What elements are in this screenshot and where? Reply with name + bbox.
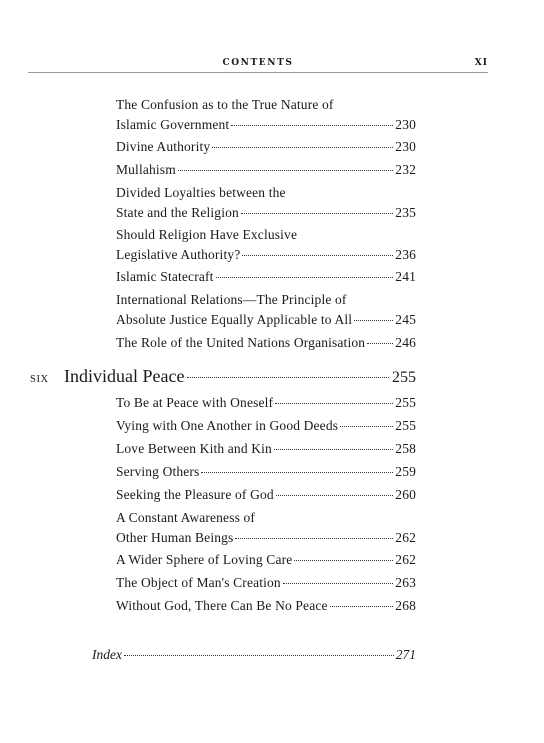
entry-title-line: A Constant Awareness of (116, 510, 256, 525)
entry-page: 255 (395, 395, 416, 410)
entry-final-line (116, 160, 416, 180)
entry-title-line: International Relations—The Principle of (116, 292, 347, 307)
entry-final-line (116, 416, 416, 436)
toc-entry[interactable] (116, 333, 416, 353)
entry-title: The Object of Man's Creation (116, 575, 281, 590)
dot-leader (178, 170, 393, 171)
dot-leader (187, 377, 389, 378)
entry-title: Mullahism (116, 162, 176, 177)
toc-entry[interactable] (116, 485, 416, 505)
dot-leader (274, 449, 393, 450)
entry-page: 255 (395, 418, 416, 433)
toc-entry[interactable] (116, 393, 416, 413)
toc-entry[interactable] (116, 550, 416, 570)
running-header (28, 52, 488, 73)
entry-page: 230 (395, 117, 416, 132)
entry-title: Serving Others (116, 464, 200, 479)
entry-final-line (116, 137, 416, 157)
entry-title-line: Divided Loyalties between the (116, 185, 286, 200)
toc-entry[interactable] (116, 416, 416, 436)
entry-title-line: The Confusion as to the True Nature of (116, 97, 334, 112)
toc-entry[interactable] (116, 508, 416, 548)
entry-final-line (116, 333, 416, 353)
entry-final-line (116, 267, 416, 287)
toc-entry[interactable] (116, 596, 416, 616)
entry-final-line (116, 115, 416, 135)
entry-final-line (116, 573, 416, 593)
dot-leader (367, 343, 393, 344)
entry-page: 259 (395, 464, 416, 479)
index-page: 271 (395, 647, 416, 662)
toc-entry[interactable] (116, 267, 416, 287)
entry-page: 260 (395, 487, 416, 502)
entry-page: 235 (395, 205, 416, 220)
entry-page: 262 (395, 552, 416, 567)
dot-leader (124, 655, 394, 656)
toc-entry[interactable] (116, 290, 416, 330)
dot-leader (276, 495, 394, 496)
toc-entry[interactable] (116, 183, 416, 223)
dot-leader (235, 538, 393, 539)
toc-entry[interactable] (116, 439, 416, 459)
index-title: Index (92, 647, 122, 662)
entry-final-line (116, 393, 416, 413)
chapter-page: 255 (392, 369, 416, 386)
entry-title: Divine Authority (116, 139, 211, 154)
chapter-heading[interactable] (30, 366, 416, 387)
entry-title: A Wider Sphere of Loving Care (116, 552, 293, 567)
dot-leader (242, 255, 393, 256)
dot-leader (354, 320, 393, 321)
entry-title: To Be at Peace with Oneself (116, 395, 274, 410)
entry-title: Seeking the Pleasure of God (116, 487, 274, 502)
chapter-title: Individual Peace (64, 366, 185, 386)
entry-title: Islamic Statecraft (116, 269, 214, 284)
dot-leader (212, 147, 393, 148)
entry-page: 245 (395, 312, 416, 327)
entry-title: Legislative Authority? (116, 247, 241, 262)
dot-leader (201, 472, 393, 473)
toc-entry[interactable] (116, 160, 416, 180)
dot-leader (330, 606, 394, 607)
dot-leader (241, 213, 393, 214)
entry-final-line (116, 203, 416, 223)
entry-page: 236 (395, 247, 416, 262)
toc-entry[interactable] (116, 95, 416, 135)
entry-final-line (116, 310, 416, 330)
entry-page: 263 (395, 575, 416, 590)
toc-entry[interactable] (116, 225, 416, 265)
entry-title: Other Human Beings (116, 530, 234, 545)
toc-entry[interactable] (116, 573, 416, 593)
dot-leader (340, 426, 393, 427)
entry-final-line (116, 596, 416, 616)
index-entry[interactable] (92, 647, 416, 663)
running-title: CONTENTS (222, 58, 294, 68)
entry-title-line: Should Religion Have Exclusive (116, 227, 298, 242)
entry-final-line (116, 485, 416, 505)
dot-leader (294, 560, 393, 561)
entry-title: State and the Religion (116, 205, 239, 220)
page-number: XI (474, 58, 488, 68)
entry-page: 268 (395, 598, 416, 613)
entry-title: Absolute Justice Equally Applicable to All (116, 312, 353, 327)
entry-final-line (116, 245, 416, 265)
dot-leader (283, 583, 393, 584)
entry-page: 246 (395, 335, 416, 350)
entry-title: Islamic Government (116, 117, 230, 132)
dot-leader (275, 403, 393, 404)
entry-title: The Role of the United Nations Organisation (116, 335, 366, 350)
entry-page: 241 (395, 269, 416, 284)
entry-title: Love Between Kith and Kin (116, 441, 272, 456)
entry-title: Vying with One Another in Good Deeds (116, 418, 339, 433)
entry-final-line (116, 462, 416, 482)
entry-final-line (116, 528, 416, 548)
entry-final-line (116, 550, 416, 570)
toc-entry[interactable] (116, 462, 416, 482)
toc-entry[interactable] (116, 137, 416, 157)
entry-final-line (116, 439, 416, 459)
entry-page: 232 (395, 162, 416, 177)
chapter-number: SIX (30, 374, 49, 385)
entry-page: 262 (395, 530, 416, 545)
entry-title: Without God, There Can Be No Peace (116, 598, 328, 613)
dot-leader (231, 125, 393, 126)
dot-leader (216, 277, 394, 278)
entry-page: 230 (395, 139, 416, 154)
entry-page: 258 (395, 441, 416, 456)
